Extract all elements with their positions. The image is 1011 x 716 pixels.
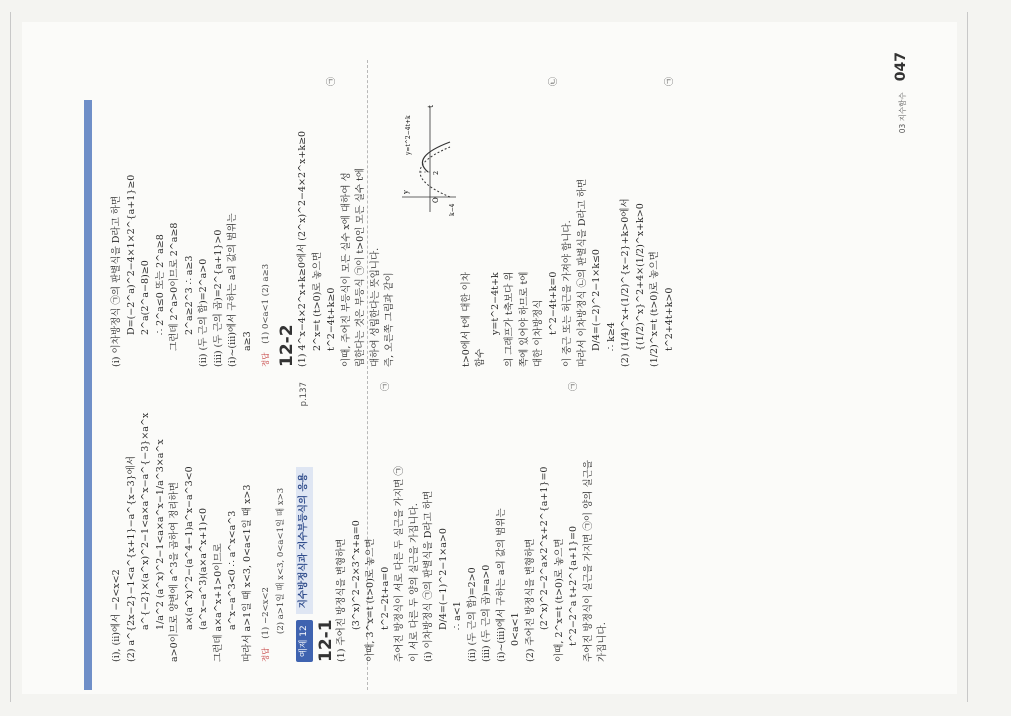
right-lines-b bbox=[296, 77, 677, 367]
text-line: 따라서 a>1일 때 x<3, 0<a<1일 때 x>3 bbox=[241, 484, 253, 662]
text-line: D/4=(−1)^2−1×a>0 bbox=[437, 528, 449, 630]
text-line: a≥3 bbox=[241, 331, 253, 351]
text-line: t>0에서 t에 대한 이차 bbox=[460, 272, 472, 367]
text-line: (1) 주어진 방정식을 변형하면 bbox=[336, 538, 347, 662]
text-line: a>0이므로 양변에 a^3을 곱하여 정리하면 bbox=[169, 482, 180, 662]
equation-tag: ㉠ bbox=[664, 77, 675, 87]
text-line: 1/a^2 (a^x)^2−1<a×a^x−1/a^3×a^x bbox=[154, 439, 166, 630]
equation-tag: ㉡ bbox=[548, 77, 559, 87]
text-line: t^2−2t+a=0 ㉠ bbox=[379, 382, 394, 662]
text-line: (ⅰ) 이차방정식 ㉠의 판별식을 D라고 하면 bbox=[423, 490, 434, 662]
graph-svg bbox=[400, 102, 458, 217]
parabola-curve bbox=[422, 142, 450, 172]
text-line: t^2−4t+k=0 ㉡ bbox=[547, 77, 562, 367]
text-line: 2^a≥2^3 ∴ a≥3 bbox=[183, 255, 195, 335]
graph-tick: 2 bbox=[431, 170, 440, 175]
text-line: 그런데 2^a>0이므로 2^a≥8 bbox=[169, 222, 180, 351]
answer-text: (1) 0<a<1 (2) a≥3 bbox=[261, 263, 271, 344]
text-line: 이 중근 또는 허근을 가져야 합니다. bbox=[562, 220, 573, 367]
text-line: 이때, 주어진 부등식이 모든 실수 x에 대하여 성 bbox=[340, 172, 352, 367]
parabola-graph bbox=[400, 102, 458, 217]
text-line: (1/2)^x=t (t>0)로 놓으면 bbox=[649, 251, 660, 367]
text-line: 쪽에 있어야 하므로 t에 bbox=[518, 271, 530, 367]
right-column bbox=[110, 77, 677, 367]
scan-edge-right bbox=[967, 12, 968, 702]
text-line: t^2−4t+k≥0 ㉠ bbox=[325, 77, 340, 367]
right-answer bbox=[259, 77, 274, 367]
text-line: ∴ a<1 bbox=[452, 601, 463, 630]
equation-tag: ㉠ bbox=[569, 382, 579, 392]
text-line: 0<a<1 bbox=[510, 612, 521, 646]
text-line: 가집니다. bbox=[597, 622, 608, 662]
text-line: 함수 bbox=[475, 348, 486, 367]
equation-tag: ㉠ bbox=[380, 382, 391, 392]
text-line: 대하여 성립한다는 뜻입니다. bbox=[369, 247, 381, 367]
text-line: (2) a^{2x−2}−1<a^{x+1}−a^{x−3}에서 bbox=[125, 455, 137, 662]
example-title: 지수방정식과 지수부등식의 응용 bbox=[296, 467, 313, 614]
text-line: 의 그래프가 t축보다 위 bbox=[504, 271, 515, 367]
scan-edge-left bbox=[10, 12, 11, 702]
text-line: D/4=(−2)^2−1×k≤0 bbox=[591, 249, 602, 351]
right-lines-a bbox=[110, 77, 255, 367]
text-line: t^2−2^a t+2^{a+1}=0 ㉠ bbox=[567, 382, 582, 662]
text-line: {(1/2)^x}^2+4×(1/2)^x+k>0 bbox=[634, 203, 646, 351]
graph-origin: O bbox=[431, 197, 440, 203]
text-line: (2) (1/4)^x+(1/2)^{x−2}+k>0에서 bbox=[620, 198, 631, 367]
left-answer bbox=[259, 382, 288, 662]
text-line: (3^x)^2−2×3^x+a=0 bbox=[350, 520, 362, 630]
text-line: 주어진 방정식이 서로 다른 두 실근을 가지면 ㉠ bbox=[394, 466, 405, 662]
text-line: 2^x=t (t>0)로 놓으면 bbox=[311, 251, 323, 351]
text-line: ∴ k≥4 bbox=[605, 322, 617, 351]
text-line: (2^x)^2−2^a×2^x+2^{a+1}=0 bbox=[539, 466, 550, 630]
text-line: (ⅰ), (ⅱ)에서 −2<x<2 bbox=[111, 569, 122, 662]
left-column bbox=[110, 382, 611, 662]
text-line: (ⅰ)~(ⅲ)에서 구하는 a의 값의 범위는 bbox=[227, 213, 238, 367]
answer-label: 정답 bbox=[261, 352, 270, 367]
footer-section: 03 지수함수 bbox=[898, 92, 907, 134]
text-line: 이때, 3^x=t (t>0)로 놓으면 bbox=[365, 538, 376, 662]
rotated-page-content bbox=[100, 42, 920, 682]
text-line: 따라서 이차방정식 ㉡의 판별식을 D라고 하면 bbox=[576, 178, 588, 367]
text-line: 2^a(2^a−8)≥0 bbox=[140, 260, 151, 335]
equation-tag: ㉠ bbox=[327, 77, 337, 87]
graph-intercept: k−4 bbox=[448, 203, 456, 216]
example-page-ref: p.137 bbox=[299, 382, 309, 407]
graph-curve-label: y=t^2−4t+k bbox=[404, 115, 412, 155]
left-lines-a bbox=[110, 382, 255, 662]
page-number: 047 bbox=[893, 52, 909, 82]
text-line: (ⅱ) (두 근의 합)=2^a>0 bbox=[198, 258, 209, 367]
section-heading-12-2: 12-2 bbox=[276, 324, 297, 367]
text-line: 이 서로 다른 두 양의 실근을 가집니다. bbox=[408, 503, 420, 662]
text-line: ∴ 2^a≤0 또는 2^a≥8 bbox=[154, 234, 166, 335]
text-line: a^x−a^3<0 ∴ a^x<a^3 bbox=[227, 510, 238, 630]
left-lines-b bbox=[335, 382, 611, 662]
answer-label: 정답 bbox=[261, 647, 270, 662]
text-line: t^2+4t+k>0 ㉠ bbox=[663, 77, 678, 367]
graph-y-label: y bbox=[401, 190, 410, 194]
text-line: (ⅲ) (두 근의 곱)=a>0 bbox=[481, 564, 492, 662]
text-line: 이때, 2^x=t (t>0)로 놓으면 bbox=[553, 538, 565, 662]
text-line: (ⅱ) (두 근의 합)=2>0 bbox=[466, 567, 478, 662]
page-footer bbox=[890, 52, 909, 352]
text-line: a^{−2}×(a^x)^2−1<a×a^x−a^{−3}×a^x bbox=[140, 412, 151, 630]
text-line: y=t^2−4t+k bbox=[489, 272, 501, 335]
example-header bbox=[296, 382, 313, 662]
margin-bar bbox=[84, 100, 92, 690]
text-line: 즉, 오른쪽 그림과 같이 bbox=[384, 272, 395, 367]
text-line: 주어진 방정식이 실근을 가지면 ㉠이 양의 실근을 bbox=[582, 460, 594, 662]
text-line: 대한 이차방정식 bbox=[533, 299, 544, 367]
answer-text-2: (2) a>1일 때 x<3, 0<a<1일 때 x>3 bbox=[275, 487, 286, 634]
section-heading-12-1: 12-1 bbox=[315, 619, 336, 662]
text-line: D=(−2^a)^2−4×1×2^{a+1}≥0 bbox=[125, 174, 137, 335]
text-line: (2) 주어진 방정식을 변형하면 bbox=[524, 538, 536, 662]
text-line: (ⅰ)~(ⅲ)에서 구하는 a의 값의 범위는 bbox=[495, 508, 507, 662]
text-line: (ⅲ) (두 근의 곱)=2^{a+1}>0 bbox=[212, 229, 224, 367]
text-line: a×(a^x)^2−(a^4−1)a^x−a^3<0 bbox=[183, 466, 195, 630]
answer-text-1: (1) −2<x<2 bbox=[261, 587, 271, 639]
example-badge: 예제 12 bbox=[296, 620, 313, 662]
text-line: 그런데 a×a^x+1>0이므로 bbox=[212, 543, 224, 662]
graph-t-label: t bbox=[426, 105, 435, 108]
text-line: (a^x−a^3)(a×a^x+1)<0 bbox=[198, 507, 209, 630]
text-line: 립한다는 것은 부등식 ㉠이 t>0인 모든 실수 t에 bbox=[355, 167, 366, 367]
text-line: (1) 4^x−4×2^x+k≥0에서 (2^x)^2−4×2^x+k≥0 bbox=[297, 130, 308, 367]
text-line: (ⅰ) 이차방정식 ㉠의 판별식을 D라고 하면 bbox=[111, 195, 122, 367]
